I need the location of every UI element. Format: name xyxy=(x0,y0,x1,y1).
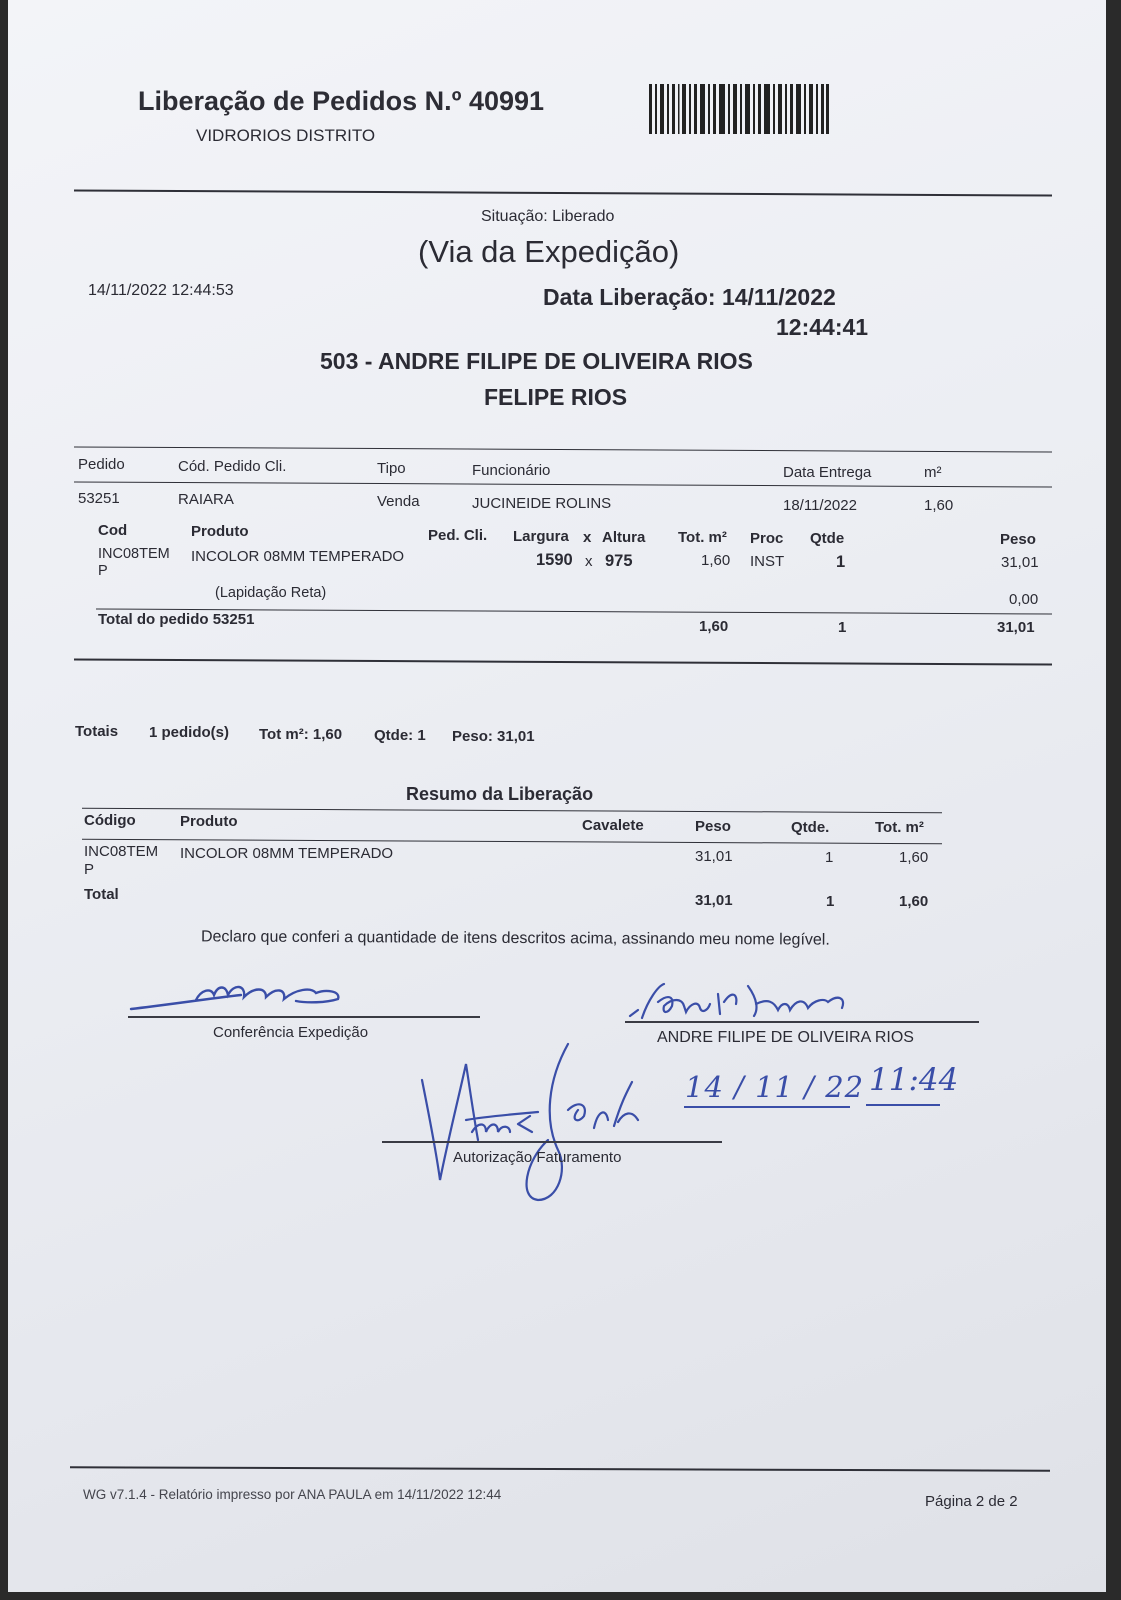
order-table-top-rule xyxy=(74,446,1052,452)
handwritten-time-underline xyxy=(866,1104,940,1106)
order-total-m2: 1,60 xyxy=(699,618,729,635)
order-tipo: Venda xyxy=(377,493,420,510)
item-header-produto: Produto xyxy=(191,523,249,540)
order-total-qtde: 1 xyxy=(838,619,847,636)
item-header-largura: Largura xyxy=(513,528,569,545)
col-header-m2: m² xyxy=(924,464,942,481)
signature-label-autorizacao: Autorização Faturamento xyxy=(453,1149,622,1166)
order-funcionario: JUCINEIDE ROLINS xyxy=(472,495,612,512)
footer-rule xyxy=(70,1466,1050,1471)
document-title: Liberação de Pedidos N.º 40991 xyxy=(138,86,545,116)
item-proc: INST xyxy=(750,553,785,570)
col-header-cod-pedido-cli: Cód. Pedido Cli. xyxy=(178,458,287,475)
item-header-altura: Altura xyxy=(602,529,646,546)
data-liberacao: Data Liberação: 14/11/2022 xyxy=(543,284,836,310)
totals-tot-m2: Tot m²: 1,60 xyxy=(259,726,343,743)
totals-label: Totais xyxy=(75,723,119,740)
resumo-header-produto: Produto xyxy=(180,813,238,830)
signature-line-cliente xyxy=(625,1021,979,1023)
item-header-peso: Peso xyxy=(1000,531,1036,548)
resumo-total-peso: 31,01 xyxy=(695,892,733,909)
order-total-label: Total do pedido 53251 xyxy=(98,611,255,628)
item-sub-peso: 0,00 xyxy=(1009,591,1039,608)
document-page xyxy=(8,0,1106,1592)
order-m2: 1,60 xyxy=(924,497,954,514)
resumo-header-peso: Peso xyxy=(695,818,731,835)
via-expedicao: (Via da Expedição) xyxy=(418,234,680,269)
signature-autorizacao xyxy=(418,1040,658,1210)
order-section-divider xyxy=(74,658,1052,665)
item-header-ped-cli: Ped. Cli. xyxy=(428,527,488,544)
item-header-qtde: Qtde xyxy=(810,530,845,547)
data-liberacao-time: 12:44:41 xyxy=(776,314,869,340)
client-nickname: FELIPE RIOS xyxy=(484,384,628,410)
client-name: 503 - ANDRE FILIPE DE OLIVEIRA RIOS xyxy=(320,348,753,374)
resumo-header-tot-m2: Tot. m² xyxy=(875,819,924,836)
footer-printed-by: WG v7.1.4 - Relatório impresso por ANA PAULA em 14/11/2022 12:44 xyxy=(83,1487,502,1502)
resumo-header-codigo: Código xyxy=(84,812,136,829)
resumo-produto: INCOLOR 08MM TEMPERADO xyxy=(180,845,394,862)
item-header-x: x xyxy=(583,529,592,546)
printed-timestamp: 14/11/2022 12:44:53 xyxy=(88,282,234,299)
handwritten-time: 11:44 xyxy=(869,1062,959,1098)
item-qtde: 1 xyxy=(836,553,846,571)
declaration-text: Declaro que conferi a quantidade de itens descritos acima, assinando meu nome legível. xyxy=(200,928,830,949)
resumo-qtde: 1 xyxy=(825,849,834,866)
order-data-entrega: 18/11/2022 xyxy=(783,497,857,514)
resumo-header-qtde: Qtde. xyxy=(791,819,830,836)
resumo-peso: 31,01 xyxy=(695,848,733,865)
signature-line-autorizacao xyxy=(382,1141,722,1143)
col-header-pedido: Pedido xyxy=(78,456,125,473)
company-name: VIDRORIOS DISTRITO xyxy=(196,126,376,145)
resumo-codigo-line1: INC08TEM xyxy=(84,843,159,860)
signature-label-cliente: ANDRE FILIPE DE OLIVEIRA RIOS xyxy=(657,1029,914,1046)
barcode xyxy=(649,84,829,134)
signature-line-conferencia xyxy=(128,1016,480,1018)
signature-label-conferencia: Conferência Expedição xyxy=(213,1024,369,1041)
item-altura: 975 xyxy=(605,552,633,570)
header-divider xyxy=(74,189,1052,196)
col-header-tipo: Tipo xyxy=(377,460,406,477)
resumo-total-label: Total xyxy=(84,886,119,903)
item-sub-description: (Lapidação Reta) xyxy=(215,585,327,601)
signature-conferencia xyxy=(126,975,366,1015)
col-header-data-entrega: Data Entrega xyxy=(783,464,872,481)
resumo-codigo-line2: P xyxy=(84,861,95,878)
totals-pedidos: 1 pedido(s) xyxy=(149,724,230,741)
item-largura: 1590 xyxy=(536,551,573,569)
item-x: x xyxy=(585,553,593,570)
resumo-tot-m2: 1,60 xyxy=(899,849,929,866)
item-cod-line1: INC08TEM xyxy=(98,546,170,562)
order-table-header-rule xyxy=(74,481,1052,487)
signature-cliente xyxy=(628,980,868,1026)
item-cod-line2: P xyxy=(98,563,108,579)
item-tot-m2: 1,60 xyxy=(701,552,731,569)
item-header-proc: Proc xyxy=(750,530,784,547)
order-total-peso: 31,01 xyxy=(997,619,1035,636)
handwritten-date: 14 / 11 / 22 xyxy=(685,1070,865,1104)
handwritten-date-underline xyxy=(684,1106,850,1108)
resumo-title: Resumo da Liberação xyxy=(406,784,594,804)
resumo-total-tot-m2: 1,60 xyxy=(899,893,929,910)
resumo-header-rule xyxy=(82,839,942,845)
item-header-cod: Cod xyxy=(98,522,128,539)
order-pedido: 53251 xyxy=(78,490,120,507)
item-header-tot-m2: Tot. m² xyxy=(678,529,727,546)
item-peso: 31,01 xyxy=(1001,554,1039,571)
item-produto: INCOLOR 08MM TEMPERADO xyxy=(191,548,405,565)
situacao-text: Situação: Liberado xyxy=(481,208,615,225)
footer-page-number: Página 2 de 2 xyxy=(925,1493,1018,1510)
totals-peso: Peso: 31,01 xyxy=(452,728,535,745)
resumo-total-qtde: 1 xyxy=(826,893,835,910)
totals-qtde: Qtde: 1 xyxy=(374,727,426,744)
col-header-funcionario: Funcionário xyxy=(472,462,551,479)
order-cod-pedido-cli: RAIARA xyxy=(178,491,234,508)
resumo-header-cavalete: Cavalete xyxy=(582,817,644,834)
